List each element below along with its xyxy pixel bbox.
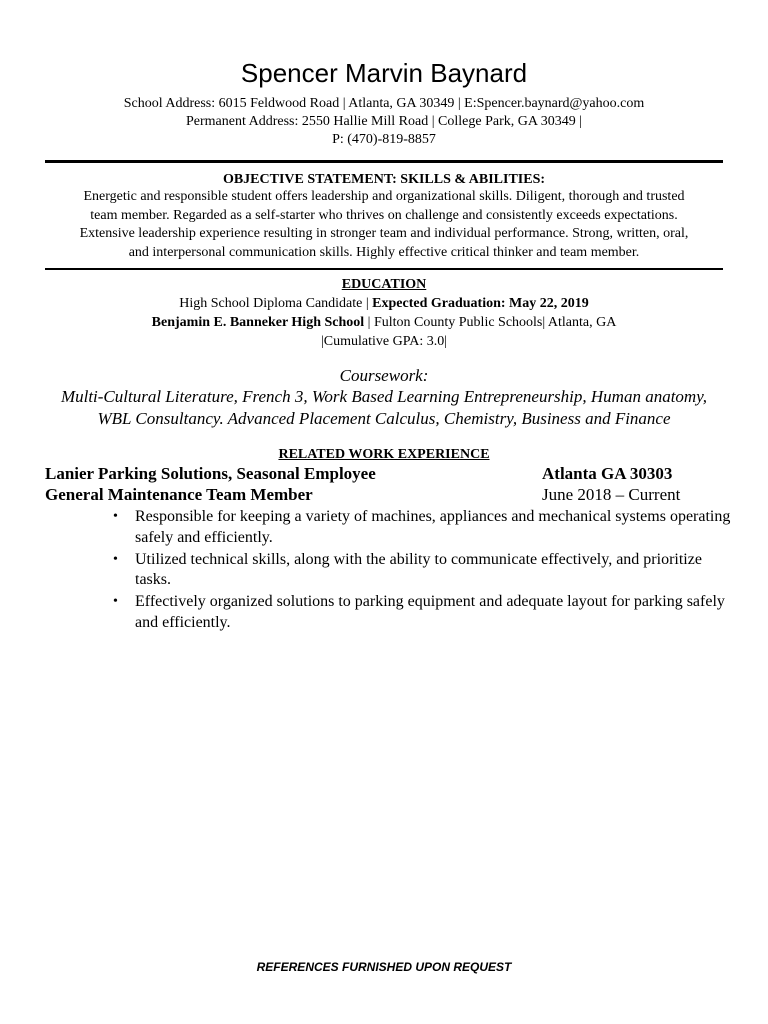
objective-line: and interpersonal communication skills. Highly effective critical thinker and team member. xyxy=(128,244,640,260)
coursework-line: Multi-Cultural Literature, French 3, Work Based Learning Entrepreneurship, Human anatomy, xyxy=(60,387,708,406)
school-name: Benjamin E. Banneker High School xyxy=(151,315,365,330)
bullet-icon: • xyxy=(113,594,118,609)
references-note: REFERENCES FURNISHED UPON REQUEST xyxy=(256,960,512,974)
list-item xyxy=(0,592,768,633)
duty-text: Utilized technical skills, along with the ability to communicate effectively, and prioritize tasks. xyxy=(135,550,702,588)
duty-text: Responsible for keeping a variety of machines, appliances and mechanical systems operating safely and efficiently. xyxy=(135,508,731,546)
job-title: General Maintenance Team Member xyxy=(45,485,313,504)
coursework-heading: Coursework: xyxy=(339,366,429,385)
school-line xyxy=(0,313,768,332)
list-item xyxy=(0,507,768,548)
contact-block xyxy=(0,95,768,149)
bullet-icon: • xyxy=(113,551,118,567)
list-item xyxy=(0,550,768,591)
education-heading: EDUCATION xyxy=(341,277,427,292)
education-block xyxy=(0,294,768,351)
objective-heading: OBJECTIVE STATEMENT: SKILLS & ABILITIES: xyxy=(222,172,546,187)
objective-statement xyxy=(45,188,723,262)
objective-divider xyxy=(45,268,723,270)
school-details: | Fulton County Public Schools| Atlanta, GA xyxy=(367,315,617,330)
duty-text: Effectively organized solutions to parking equipment and adequate layout for parking safely and efficiently. xyxy=(135,593,725,631)
diploma-line xyxy=(0,294,768,313)
school-address-line: School Address: 6015 Feldwood Road | Atlanta, GA 30349 | E:Spencer.baynard@yahoo.com xyxy=(123,96,645,111)
job-dates: June 2018 – Current xyxy=(542,485,681,504)
objective-line: team member. Regarded as a self-starter who thrives on challenge and consistently exceeds expectations. xyxy=(90,207,678,223)
bullet-icon: • xyxy=(113,509,118,524)
coursework-list xyxy=(0,386,768,430)
diploma-text: High School Diploma Candidate | xyxy=(179,296,369,311)
job-location: Atlanta GA 30303 xyxy=(542,464,673,483)
gpa-line: |Cumulative GPA: 3.0| xyxy=(320,334,448,349)
graduation-date: Expected Graduation: May 22, 2019 xyxy=(372,296,589,311)
objective-line: Energetic and responsible student offers leadership and organizational skills. Diligent, thorough and trusted xyxy=(83,189,685,204)
header-divider xyxy=(45,160,723,163)
employer-name: Lanier Parking Solutions, Seasonal Employee xyxy=(45,464,376,483)
experience-heading: RELATED WORK EXPERIENCE xyxy=(278,447,490,462)
applicant-name: Spencer Marvin Baynard xyxy=(240,58,528,88)
job-duties-list xyxy=(0,507,768,635)
permanent-address-line: Permanent Address: 2550 Hallie Mill Road | College Park, GA 30349 | xyxy=(185,114,582,129)
objective-line: Extensive leadership experience resulting in stronger team and individual performance. Strong, written, oral, xyxy=(79,226,689,241)
coursework-line: WBL Consultancy. Advanced Placement Calculus, Chemistry, Business and Finance xyxy=(97,409,671,428)
phone-line: P: (470)-819-8857 xyxy=(332,132,436,147)
